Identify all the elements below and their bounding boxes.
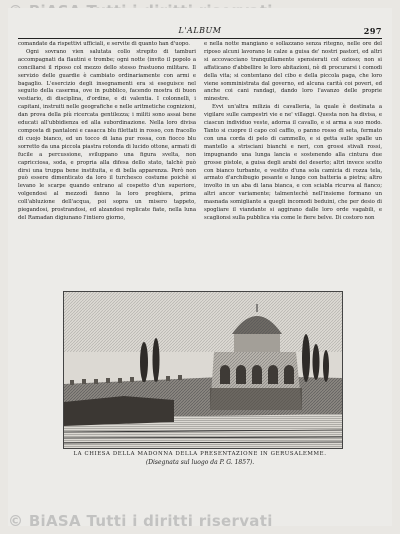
- right-paragraph-2: Evvi un'altra milizia di cavalleria, la quale è destinata a vigilare sulle campestri vie e ne' villaggi. Questa non ha divisa, e ciascun individuo veste, adorna il cavallo, e si arma a suo modo. Tanto si cuopre il capo col caffio, o panno rosso di seta, fermato con una corda di pelo di cammello, e si getta sulle spalle un mantello a strisciani bianchi e neri, con grossi stivali rossi, impugnando una lunga lancia e sostenendo alla cintura due grosse pistole, a guisa degli arabi del deserto; altri invece scelto con bianco turbante, e vestito d'una sola camicia di rozza tela, armato d'archibugio pesante e lungo con batteria a pietra; altro involto in un aba di lana bianca, e con sciabla ricurva al fianco; altri ancor variamente; talmentechè nell'insieme formano un masnada somigliante a quegli incomodi beduini, che per desio di spogliare il viandante si aggirano dalle loro orde vagabili, e scaglionsi sulla pubblica via come le fiere belve. Di costoro non: [204, 104, 382, 221]
- figure-caption: LA CHIESA DELLA MADONNA DELLA PRESENTAZIONE IN GERUSALEMME.: [73, 451, 327, 457]
- page-number: 297: [363, 26, 382, 36]
- journal-title: L'ALBUM: [178, 26, 222, 35]
- church-engraving: [63, 291, 343, 449]
- page-header: [18, 26, 382, 39]
- right-column: [204, 41, 382, 285]
- watermark-bottom: © BiASA Tutti i diritti riservati: [8, 512, 273, 530]
- left-paragraph-1: comandate da rispettivi ufficiali, e servite di quanto han d'uopo.: [18, 41, 190, 47]
- engraving-illustration: [64, 292, 342, 448]
- figure-credit: (Disegnata sul luogo da P. G. 1857).: [145, 459, 255, 466]
- left-paragraph-2: Ogni sovrano vien salutata collo strepito di tamburi accompagnati da flautini e trombe; ogni notte (invito il popolo a conciliarsi il riposo col mezzo dello stesso frastuono militare. Il servizio delle guardie è cambiato ordinariamente con armi e bagaglio. L'esercizio degli insegnamenti era si eseguisce nel seguito della caserma, ove in pubblico, facendo mostra di buon vestiario, di disciplina, d'ordine, e di valentia. I colonnelli, i capitani, instruiti nelle geografiche e nelle aritmetiche cognizioni, dan prova della più ricercata gentilezza; i militi sono assai bene educati all'ubbidienza ed alla subordinazione. Nella loro divisa composta di pantaloni e casacca blu filettati in rosso, con fracollo di cuojo bianco, ed un tocco di lana pur rossa, con fiocco blu sorretto da una piccola piastra rotonda di lucido ottone, armati di fucile a percussione, sviluppano una figura svelta, non capricciosa, soda, e propria alla difesa dello stato, talchè può dirsi una truppa bene instituita, e di bella apparenza. Però non può essere dimenticato da loro il turchesco costume poichè si levano le scarpe quando entrano al cospetto d'un superiore, volgendosi al mezzodì fanno la loro preghiera, prima coll'abluzione dell'acqua, poi sopra un misero tappeto, piegandosi, prostrandosi, ed alzandosi replicate fiate, nella luna del Ramadan digiunano l'intiero giorno,: [18, 48, 196, 221]
- left-column: [18, 41, 196, 285]
- right-paragraph-1: e nella notte mangiano e sollazzano senza ritegno, nelle ore del riposo alcuni lavorano le calze a guisa de' nostri pastori, ed altri si accovacciano tranquillamente spensierati col ozioso; non si affaticano d'abbellire le loro abitazioni, nè di procurarsi i comodi della vita; si contentano del cibo e della piccola paga, che loro viene somministrata dal governo, ed alcuna carità coi poveri, ed anche coi cani randagi, dando loro l'avanzo delle proprie minestre.: [204, 41, 382, 103]
- page: [8, 8, 392, 526]
